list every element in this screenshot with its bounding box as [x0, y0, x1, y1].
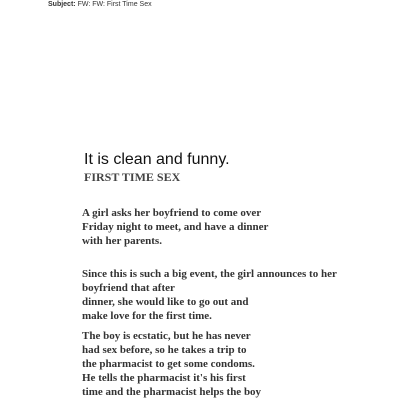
paragraph-1 — [82, 206, 268, 248]
email-subject-line — [48, 0, 152, 9]
paragraph-line: the pharmacist to get some condoms. — [82, 358, 255, 370]
paragraph-line: Friday night to meet, and have a dinner — [82, 221, 269, 233]
subject-value: FW: FW: First Time Sex — [75, 1, 152, 8]
paragraph-2 — [82, 267, 337, 323]
paragraph-line: with her parents. — [82, 235, 162, 247]
paragraph-line: Since this is such a big event, the girl announces to her — [82, 268, 337, 280]
paragraph-line: had sex before, so he takes a trip to — [82, 344, 247, 356]
paragraph-line: The boy is ecstatic, but he has never — [82, 330, 251, 342]
paragraph-line: He tells the pharmacist it's his first — [82, 372, 246, 384]
paragraph-line: make love for the first time. — [82, 310, 212, 322]
intro-text: It is clean and funny. — [84, 151, 230, 168]
subject-label: Subject: — [48, 1, 76, 8]
paragraph-3 — [82, 329, 261, 399]
paragraph-line: dinner, she would like to go out and — [82, 296, 249, 308]
paragraph-line: A girl asks her boyfriend to come over — [82, 207, 262, 219]
paragraph-line: time and the pharmacist helps the boy — [82, 386, 262, 398]
document-title: FIRST TIME SEX — [84, 170, 181, 184]
paragraph-line: boyfriend that after — [82, 282, 175, 294]
